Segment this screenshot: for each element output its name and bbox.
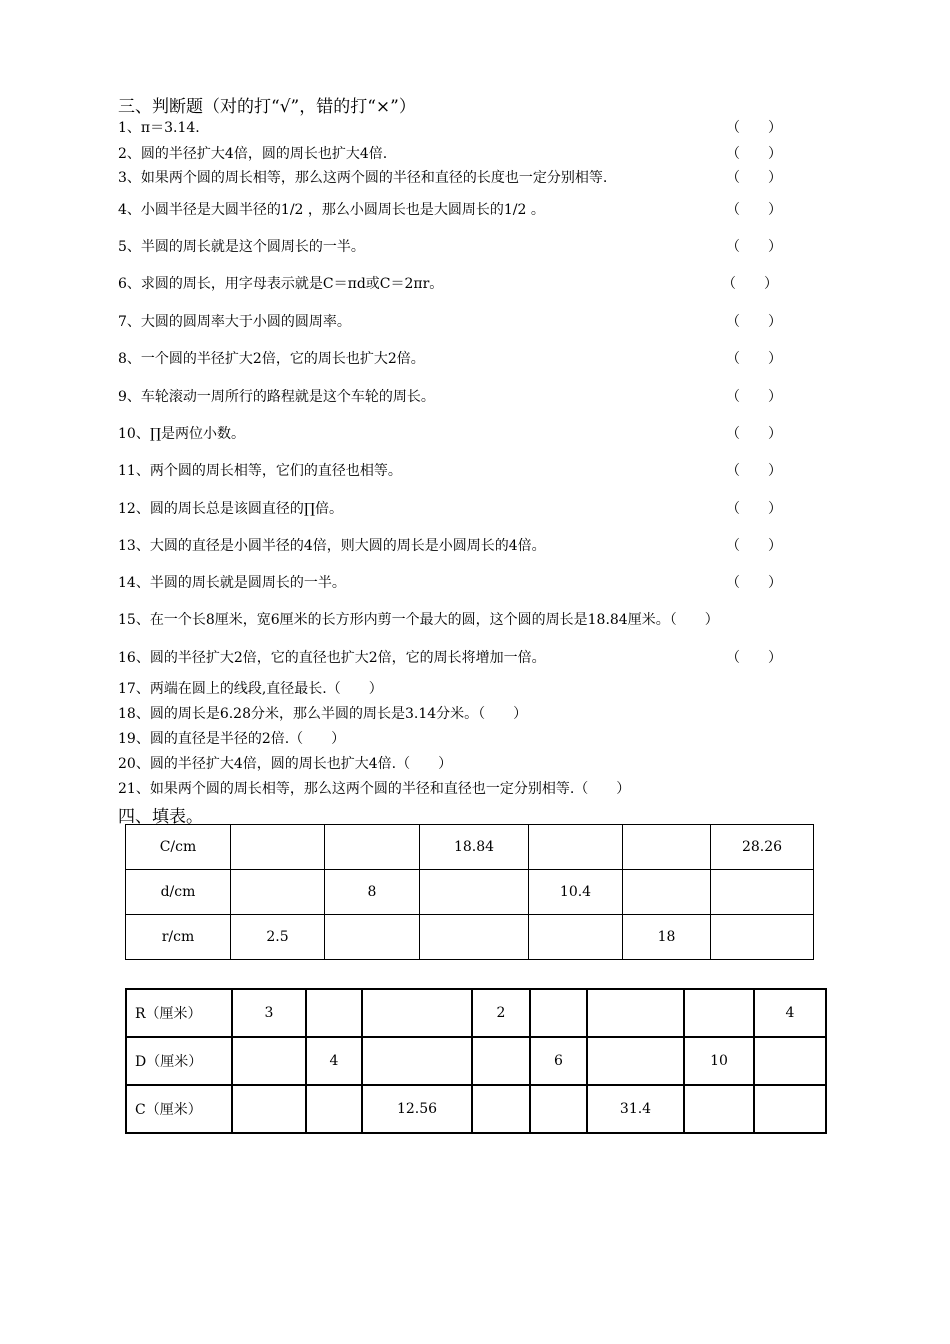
table-cell[interactable] (325, 915, 420, 960)
table-cell[interactable] (587, 1037, 684, 1085)
question-16: 16、圆的半径扩大2倍，它的直径也扩大2倍，它的周长将增加一倍。 (118, 650, 546, 666)
answer-blank-7[interactable]: （ ） (726, 314, 782, 330)
table-cell: 18 (623, 915, 711, 960)
table-cell: 10.4 (529, 870, 623, 915)
section-4-title: 四、填表。 (118, 807, 203, 827)
answer-blank-1[interactable]: （ ） (726, 120, 782, 136)
section-3-title: 三、判断题（对的打“√”，错的打“×”） (118, 97, 416, 117)
table-cell[interactable] (232, 1085, 306, 1133)
table-cell[interactable] (362, 989, 472, 1037)
row-header-cell: C（厘米） (126, 1085, 232, 1133)
question-7: 7、大圆的圆周率大于小圆的圆周率。 (118, 314, 351, 330)
table-row (126, 825, 814, 870)
table-cell[interactable] (420, 870, 529, 915)
table-cell[interactable] (306, 1085, 362, 1133)
table-cell[interactable] (529, 915, 623, 960)
table-cell[interactable] (684, 989, 754, 1037)
table-cell[interactable] (306, 989, 362, 1037)
question-9: 9、车轮滚动一周所行的路程就是这个车轮的周长。 (118, 389, 435, 405)
table-cell: 8 (325, 870, 420, 915)
table-cell: 4 (306, 1037, 362, 1085)
row-header-cell: C/cm (126, 825, 231, 870)
table-cell[interactable] (711, 915, 814, 960)
question-18: 18、圆的周长是6.28分米，那么半圆的周长是3.14分米。（ ） (118, 706, 528, 722)
table-cell: 4 (754, 989, 826, 1037)
answer-blank-2[interactable]: （ ） (726, 146, 782, 162)
question-3: 3、如果两个圆的周长相等，那么这两个圆的半径和直径的长度也一定分别相等. (118, 170, 608, 186)
table-row (126, 1085, 826, 1133)
table-cell[interactable] (472, 1037, 530, 1085)
question-5: 5、半圆的周长就是这个圆周长的一半。 (118, 239, 365, 255)
table-cell: 6 (530, 1037, 587, 1085)
question-8: 8、一个圆的半径扩大2倍，它的周长也扩大2倍。 (118, 351, 425, 367)
table-row (126, 989, 826, 1037)
table-cell[interactable] (684, 1085, 754, 1133)
table-cell: 2.5 (231, 915, 325, 960)
table-cell[interactable] (231, 825, 325, 870)
table-cell: 28.26 (711, 825, 814, 870)
table-cell[interactable] (754, 1037, 826, 1085)
table-cell[interactable] (362, 1037, 472, 1085)
answer-blank-16[interactable]: （ ） (726, 650, 782, 666)
table-row (126, 1037, 826, 1085)
answer-blank-14[interactable]: （ ） (726, 575, 782, 591)
table-cell[interactable] (325, 825, 420, 870)
answer-blank-8[interactable]: （ ） (726, 351, 782, 367)
question-17: 17、两端在圆上的线段,直径最长.（ ） (118, 681, 383, 697)
table-cell[interactable] (530, 989, 587, 1037)
question-14: 14、半圆的周长就是圆周长的一半。 (118, 575, 346, 591)
table-cell: 31.4 (587, 1085, 684, 1133)
answer-blank-9[interactable]: （ ） (726, 389, 782, 405)
row-header-cell: D（厘米） (126, 1037, 232, 1085)
question-20: 20、圆的半径扩大4倍，圆的周长也扩大4倍.（ ） (118, 756, 453, 772)
table-cell[interactable] (232, 1037, 306, 1085)
question-12: 12、圆的周长总是该圆直径的∏倍。 (118, 501, 343, 517)
question-1: 1、π＝3.14. (118, 120, 200, 136)
question-13: 13、大圆的直径是小圆半径的4倍，则大圆的周长是小圆周长的4倍。 (118, 538, 546, 554)
fill-table-1 (125, 824, 814, 960)
table-cell[interactable] (530, 1085, 587, 1133)
table-row (126, 870, 814, 915)
table-cell[interactable] (472, 1085, 530, 1133)
question-2: 2、圆的半径扩大4倍，圆的周长也扩大4倍. (118, 146, 388, 162)
question-6: 6、求圆的周长，用字母表示就是C＝πd或C＝2πr。 (118, 276, 444, 292)
table-cell[interactable] (231, 870, 325, 915)
table-cell: 3 (232, 989, 306, 1037)
table-cell[interactable] (587, 989, 684, 1037)
question-4: 4、小圆半径是大圆半径的1/2 ，那么小圆周长也是大圆周长的1/2 。 (118, 202, 545, 218)
question-15: 15、在一个长8厘米，宽6厘米的长方形内剪一个最大的圆，这个圆的周长是18.84厘米。（ ） (118, 612, 719, 628)
table-row (126, 915, 814, 960)
answer-blank-11[interactable]: （ ） (726, 463, 782, 479)
table-cell[interactable] (529, 825, 623, 870)
table-cell[interactable] (754, 1085, 826, 1133)
answer-blank-3[interactable]: （ ） (726, 170, 782, 186)
question-21: 21、如果两个圆的周长相等，那么这两个圆的半径和直径也一定分别相等.（ ） (118, 781, 631, 797)
table-cell[interactable] (711, 870, 814, 915)
row-header-cell: d/cm (126, 870, 231, 915)
question-19: 19、圆的直径是半径的2倍.（ ） (118, 731, 346, 747)
table-cell: 18.84 (420, 825, 529, 870)
answer-blank-6[interactable]: （ ） (722, 276, 778, 292)
table-cell: 12.56 (362, 1085, 472, 1133)
row-header-cell: r/cm (126, 915, 231, 960)
question-11: 11、两个圆的周长相等，它们的直径也相等。 (118, 463, 402, 479)
fill-table-2 (125, 988, 827, 1134)
table-cell[interactable] (420, 915, 529, 960)
answer-blank-4[interactable]: （ ） (726, 202, 782, 218)
answer-blank-5[interactable]: （ ） (726, 239, 782, 255)
answer-blank-10[interactable]: （ ） (726, 426, 782, 442)
table-cell[interactable] (623, 825, 711, 870)
row-header-cell: R（厘米） (126, 989, 232, 1037)
table-cell[interactable] (623, 870, 711, 915)
table-cell: 2 (472, 989, 530, 1037)
question-10: 10、∏是两位小数。 (118, 426, 245, 442)
answer-blank-12[interactable]: （ ） (726, 501, 782, 517)
answer-blank-13[interactable]: （ ） (726, 538, 782, 554)
table-cell: 10 (684, 1037, 754, 1085)
